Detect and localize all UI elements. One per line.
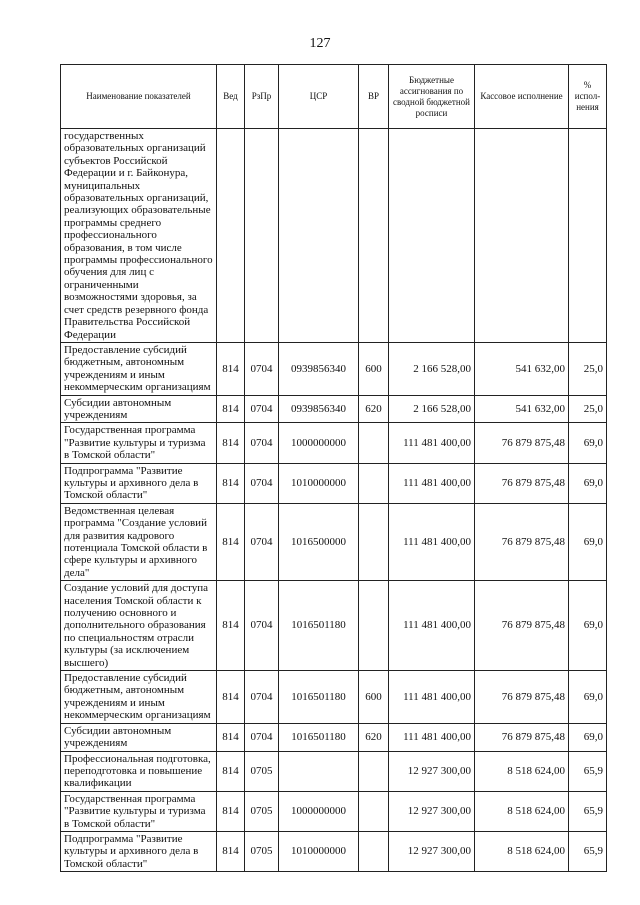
cell-vr <box>359 129 389 343</box>
cell-vr <box>359 791 389 831</box>
cell-percent: 69,0 <box>569 463 607 503</box>
cell-cash: 76 879 875,48 <box>475 423 569 463</box>
header-budget: Бюджетные ассигнования по сводной бюджетной росписи <box>389 65 475 129</box>
header-ved: Вед <box>217 65 245 129</box>
cell-cash: 76 879 875,48 <box>475 503 569 580</box>
cell-rzpr: 0705 <box>245 751 279 791</box>
cell-budget: 2 166 528,00 <box>389 395 475 423</box>
cell-csr <box>279 751 359 791</box>
cell-vr <box>359 581 389 671</box>
cell-cash: 8 518 624,00 <box>475 751 569 791</box>
table-row <box>61 831 607 871</box>
cell-rzpr: 0704 <box>245 423 279 463</box>
cell-name: Подпрограмма "Развитие культуры и архивного дела в Томской области" <box>61 831 217 871</box>
table-header-row <box>61 65 607 129</box>
cell-percent: 65,9 <box>569 831 607 871</box>
cell-csr: 0939856340 <box>279 395 359 423</box>
page-number: 127 <box>309 36 331 51</box>
header-vr: ВР <box>359 65 389 129</box>
table-row <box>61 423 607 463</box>
table-row <box>61 395 607 423</box>
cell-vr: 600 <box>359 342 389 395</box>
cell-budget: 111 481 400,00 <box>389 581 475 671</box>
cell-name: Профессиональная подготовка, переподготовка и повышение квалификации <box>61 751 217 791</box>
cell-name: Государственная программа "Развитие культуры и туризма в Томской области" <box>61 791 217 831</box>
table-row <box>61 463 607 503</box>
budget-execution-table <box>60 64 607 872</box>
cell-csr <box>279 129 359 343</box>
cell-cash: 541 632,00 <box>475 395 569 423</box>
cell-vr: 620 <box>359 723 389 751</box>
cell-percent: 69,0 <box>569 723 607 751</box>
header-csr: ЦСР <box>279 65 359 129</box>
cell-vr <box>359 423 389 463</box>
cell-rzpr: 0704 <box>245 581 279 671</box>
cell-ved: 814 <box>217 342 245 395</box>
cell-csr: 1016501180 <box>279 723 359 751</box>
cell-percent: 69,0 <box>569 503 607 580</box>
cell-vr <box>359 831 389 871</box>
cell-ved: 814 <box>217 671 245 724</box>
header-rzpr: РзПр <box>245 65 279 129</box>
cell-cash: 8 518 624,00 <box>475 791 569 831</box>
cell-cash: 76 879 875,48 <box>475 723 569 751</box>
cell-rzpr: 0704 <box>245 342 279 395</box>
cell-cash: 76 879 875,48 <box>475 671 569 724</box>
cell-vr <box>359 503 389 580</box>
cell-cash: 76 879 875,48 <box>475 581 569 671</box>
table-row <box>61 503 607 580</box>
cell-ved: 814 <box>217 791 245 831</box>
cell-percent: 69,0 <box>569 671 607 724</box>
cell-rzpr: 0704 <box>245 395 279 423</box>
cell-name: Государственная программа "Развитие культуры и туризма в Томской области" <box>61 423 217 463</box>
cell-budget: 12 927 300,00 <box>389 831 475 871</box>
cell-ved: 814 <box>217 723 245 751</box>
cell-ved: 814 <box>217 751 245 791</box>
cell-name: государственных образовательных организаций субъектов Российской Федерации и г. Байконура, муниципальных образовательных организаций, реализующих образовательные программы среднего профессионального образования, в том числе программы профессионального обучения для лиц с ограниченными возможностями здоровья, за счет средств резервного фонда Правительства Российской Федерации <box>61 129 217 343</box>
cell-csr: 0939856340 <box>279 342 359 395</box>
cell-percent: 69,0 <box>569 581 607 671</box>
table-body <box>61 129 607 872</box>
header-name: Наименование показателей <box>61 65 217 129</box>
cell-cash: 541 632,00 <box>475 342 569 395</box>
cell-percent: 69,0 <box>569 423 607 463</box>
cell-percent <box>569 129 607 343</box>
cell-ved: 814 <box>217 463 245 503</box>
cell-csr: 1016501180 <box>279 581 359 671</box>
cell-percent: 65,9 <box>569 791 607 831</box>
cell-budget: 111 481 400,00 <box>389 423 475 463</box>
table-row <box>61 791 607 831</box>
table-row <box>61 671 607 724</box>
cell-vr: 620 <box>359 395 389 423</box>
table-row <box>61 342 607 395</box>
table-row <box>61 751 607 791</box>
cell-name: Предоставление субсидий бюджетным, автономным учреждениям и иным некоммерческим организациям <box>61 342 217 395</box>
cell-ved: 814 <box>217 395 245 423</box>
cell-budget: 12 927 300,00 <box>389 791 475 831</box>
cell-name: Предоставление субсидий бюджетным, автономным учреждениям и иным некоммерческим организациям <box>61 671 217 724</box>
cell-rzpr: 0705 <box>245 791 279 831</box>
cell-csr: 1016501180 <box>279 671 359 724</box>
header-cash: Кассовое исполнение <box>475 65 569 129</box>
cell-csr: 1000000000 <box>279 423 359 463</box>
cell-ved: 814 <box>217 831 245 871</box>
cell-ved: 814 <box>217 423 245 463</box>
cell-budget <box>389 129 475 343</box>
header-percent: % испол-нения <box>569 65 607 129</box>
cell-budget: 111 481 400,00 <box>389 463 475 503</box>
cell-cash: 8 518 624,00 <box>475 831 569 871</box>
table-row <box>61 723 607 751</box>
cell-ved <box>217 129 245 343</box>
cell-cash: 76 879 875,48 <box>475 463 569 503</box>
cell-vr: 600 <box>359 671 389 724</box>
cell-name: Создание условий для доступа населения Томской области к получению основного и дополнительного образования по специальностям отрасли культуры (за исключением высшего) <box>61 581 217 671</box>
cell-percent: 25,0 <box>569 342 607 395</box>
cell-rzpr: 0705 <box>245 831 279 871</box>
cell-rzpr <box>245 129 279 343</box>
cell-name: Подпрограмма "Развитие культуры и архивного дела в Томской области" <box>61 463 217 503</box>
cell-rzpr: 0704 <box>245 503 279 580</box>
cell-budget: 12 927 300,00 <box>389 751 475 791</box>
cell-percent: 65,9 <box>569 751 607 791</box>
cell-budget: 111 481 400,00 <box>389 503 475 580</box>
cell-percent: 25,0 <box>569 395 607 423</box>
table-row <box>61 129 607 343</box>
cell-rzpr: 0704 <box>245 723 279 751</box>
cell-csr: 1016500000 <box>279 503 359 580</box>
cell-budget: 111 481 400,00 <box>389 671 475 724</box>
cell-name: Субсидии автономным учреждениям <box>61 723 217 751</box>
table-row <box>61 581 607 671</box>
cell-name: Ведомственная целевая программа "Создание условий для развития кадрового потенциала Томской области в сфере культуры и архивного дела" <box>61 503 217 580</box>
cell-vr <box>359 463 389 503</box>
cell-name: Субсидии автономным учреждениям <box>61 395 217 423</box>
cell-budget: 111 481 400,00 <box>389 723 475 751</box>
cell-vr <box>359 751 389 791</box>
cell-csr: 1010000000 <box>279 831 359 871</box>
cell-csr: 1000000000 <box>279 791 359 831</box>
cell-rzpr: 0704 <box>245 463 279 503</box>
cell-rzpr: 0704 <box>245 671 279 724</box>
cell-ved: 814 <box>217 503 245 580</box>
cell-ved: 814 <box>217 581 245 671</box>
cell-cash <box>475 129 569 343</box>
cell-budget: 2 166 528,00 <box>389 342 475 395</box>
cell-csr: 1010000000 <box>279 463 359 503</box>
